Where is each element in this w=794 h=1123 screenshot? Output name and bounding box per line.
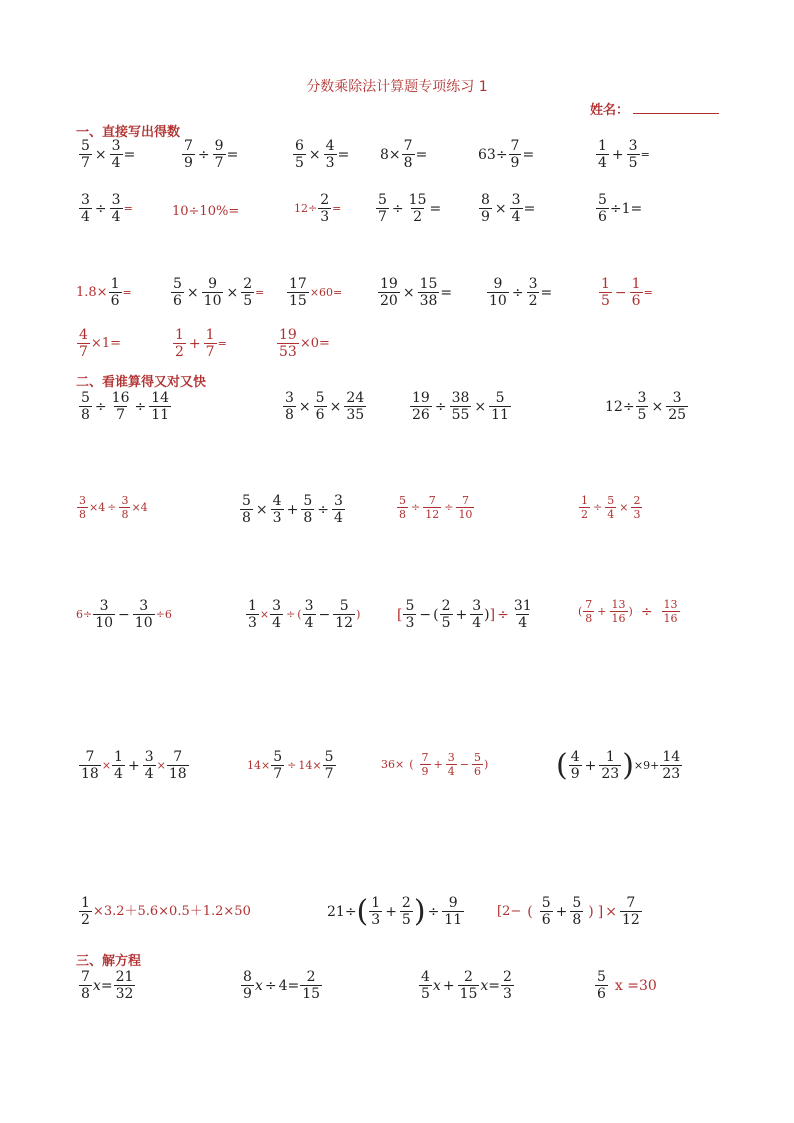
page-title: 分数乘除法计算题专项练习 1 bbox=[306, 79, 488, 95]
fraction: $\frac{1}{2}$ bbox=[175, 327, 184, 360]
fraction: $\frac{5}{7}$ bbox=[273, 749, 283, 782]
fraction: $\frac{5}{8}$ bbox=[242, 493, 251, 526]
name-blank[interactable] bbox=[633, 101, 719, 114]
fraction: $\frac{15}{38}$ bbox=[419, 276, 438, 309]
problem-2-18: 21÷ ( $\frac{1}{3}$ + $\frac{2}{5}$ ) ÷ $\frac{9}{11}$ bbox=[327, 894, 463, 929]
problem-1-8: 10÷10%= bbox=[172, 204, 240, 219]
problem-1-13: 1.8× $\frac{1}{6}$ = bbox=[76, 276, 132, 309]
fraction: $\frac{1}{6}$ bbox=[631, 276, 641, 309]
fraction: $\frac{3}{8}$ bbox=[121, 494, 129, 521]
problem-2-13: $\frac{7}{18}$ × $\frac{1}{4}$ + $\frac{3}{4}$ × $\frac{7}{18}$ bbox=[81, 749, 187, 782]
problem-2-10: $\frac{1}{3}$ × $\frac{3}{4}$ ÷ ( $\frac{3}{4}$ − $\frac{5}{12}$ ) bbox=[248, 598, 361, 631]
problem-1-4: 8× $\frac{7}{8}$ = bbox=[380, 138, 428, 171]
fraction: $\frac{3}{10}$ bbox=[95, 598, 114, 631]
problem-2-2: $\frac{3}{8}$ × $\frac{5}{6}$ × $\frac{24}{35}$ bbox=[285, 390, 365, 423]
fraction: $\frac{1}{3}$ bbox=[371, 895, 381, 928]
problem-2-8: $\frac{1}{2}$ ÷ $\frac{5}{4}$ × $\frac{2}{3}$ bbox=[581, 494, 641, 521]
fraction: $\frac{4}{3}$ bbox=[325, 138, 335, 171]
problem-1-5: 63÷ $\frac{7}{9}$ = bbox=[478, 138, 535, 171]
fraction: $\frac{8}{9}$ bbox=[243, 969, 252, 1002]
fraction: $\frac{7}{8}$ bbox=[81, 969, 90, 1002]
fraction: $\frac{13}{16}$ bbox=[663, 598, 678, 625]
fraction: $\frac{7}{9}$ bbox=[184, 138, 193, 171]
problem-1-10: $\frac{5}{7}$ ÷ $\frac{15}{2}$ = bbox=[378, 192, 442, 225]
fraction: $\frac{7}{8}$ bbox=[585, 598, 593, 625]
fraction: $\frac{5}{6}$ bbox=[473, 751, 481, 778]
problem-2-7: $\frac{5}{8}$ ÷ $\frac{7}{12}$ ÷ $\frac{7}{10}$ bbox=[399, 494, 473, 521]
problem-2-17: $\frac{1}{2}$ ×3.2＋5.6×0.5＋1.2×50 bbox=[81, 895, 251, 928]
fraction: $\frac{3}{10}$ bbox=[134, 598, 153, 631]
fraction: $\frac{38}{55}$ bbox=[451, 390, 470, 423]
fraction: $\frac{31}{4}$ bbox=[513, 598, 532, 631]
fraction: $\frac{4}{7}$ bbox=[79, 327, 88, 360]
fraction: $\frac{1}{4}$ bbox=[114, 749, 123, 782]
fraction: $\frac{2}{5}$ bbox=[243, 276, 253, 309]
fraction: $\frac{19}{20}$ bbox=[380, 276, 398, 309]
fraction: $\frac{3}{5}$ bbox=[628, 138, 638, 171]
fraction: $\frac{1}{23}$ bbox=[601, 749, 620, 782]
problem-1-21: $\frac{19}{53}$ ×0= bbox=[279, 327, 330, 360]
fraction: $\frac{9}{10}$ bbox=[203, 276, 222, 309]
problem-1-14: $\frac{5}{6}$ × $\frac{9}{10}$ × $\frac{2}{5}$ = bbox=[173, 276, 265, 309]
fraction: $\frac{3}{4}$ bbox=[111, 138, 121, 171]
fraction: $\frac{13}{16}$ bbox=[611, 598, 626, 625]
section-heading-3: 三、解方程 bbox=[76, 954, 142, 969]
fraction: $\frac{5}{8}$ bbox=[572, 895, 582, 928]
fraction: $\frac{5}{6}$ bbox=[597, 969, 606, 1002]
fraction: $\frac{1}{7}$ bbox=[205, 327, 215, 360]
problem-1-1: $\frac{5}{7}$ × $\frac{3}{4}$ = bbox=[81, 138, 136, 171]
fraction: $\frac{3}{4}$ bbox=[511, 192, 521, 225]
fraction: $\frac{5}{6}$ bbox=[598, 192, 607, 225]
fraction: $\frac{5}{7}$ bbox=[81, 138, 90, 171]
equation-4: $\frac{5}{6}$ x =30 bbox=[597, 969, 657, 1002]
problem-1-20: $\frac{1}{2}$ + $\frac{1}{7}$ = bbox=[175, 327, 227, 360]
fraction: $\frac{9}{11}$ bbox=[444, 895, 463, 928]
fraction: $\frac{1}{3}$ bbox=[248, 598, 257, 631]
section-heading-1: 一、直接写出得数 bbox=[76, 125, 181, 140]
fraction: $\frac{21}{32}$ bbox=[115, 969, 134, 1002]
fraction: $\frac{2}{3}$ bbox=[320, 192, 330, 225]
fraction: $\frac{5}{6}$ bbox=[315, 390, 325, 423]
problem-2-6: $\frac{5}{8}$ × $\frac{4}{3}$ + $\frac{5}{8}$ ÷ $\frac{3}{4}$ bbox=[242, 493, 343, 526]
problem-1-6: $\frac{1}{4}$ + $\frac{3}{5}$ = bbox=[598, 138, 650, 171]
fraction: $\frac{3}{4}$ bbox=[304, 598, 314, 631]
fraction: $\frac{7}{8}$ bbox=[403, 138, 413, 171]
fraction: $\frac{5}{7}$ bbox=[378, 192, 387, 225]
fraction: $\frac{17}{15}$ bbox=[289, 276, 307, 309]
fraction: $\frac{9}{10}$ bbox=[489, 276, 507, 309]
fraction: $\frac{5}{3}$ bbox=[405, 598, 415, 631]
fraction: $\frac{7}{18}$ bbox=[81, 749, 99, 782]
name-label: 姓名： bbox=[590, 103, 630, 118]
fraction: $\frac{19}{53}$ bbox=[279, 327, 297, 360]
fraction: $\frac{3}{4}$ bbox=[272, 598, 282, 631]
problem-2-12: ( $\frac{7}{8}$ + $\frac{13}{16}$ ) ÷ $\frac{13}{16}$ bbox=[578, 598, 678, 625]
fraction: $\frac{3}{2}$ bbox=[528, 276, 538, 309]
name-field[interactable] bbox=[590, 99, 719, 118]
fraction: $\frac{7}{18}$ bbox=[168, 749, 187, 782]
fraction: $\frac{7}{10}$ bbox=[458, 494, 473, 521]
problem-1-3: $\frac{6}{5}$ × $\frac{4}{3}$ = bbox=[295, 138, 350, 171]
fraction: $\frac{2}{3}$ bbox=[633, 494, 641, 521]
fraction: $\frac{1}{5}$ bbox=[601, 276, 610, 309]
fraction: $\frac{5}{6}$ bbox=[541, 895, 551, 928]
problem-2-9: 6÷ $\frac{3}{10}$ − $\frac{3}{10}$ ÷6 bbox=[76, 598, 172, 631]
problem-1-12: $\frac{5}{6}$ ÷1= bbox=[598, 192, 643, 225]
fraction: $\frac{3}{5}$ bbox=[637, 390, 647, 423]
problem-2-1: $\frac{5}{8}$ ÷ $\frac{16}{7}$ ÷ $\frac{14}{11}$ bbox=[81, 390, 170, 423]
fraction: $\frac{1}{2}$ bbox=[581, 494, 588, 521]
problem-2-14: 14× $\frac{5}{7}$ ÷ 14× $\frac{5}{7}$ bbox=[247, 749, 334, 782]
fraction: $\frac{2}{15}$ bbox=[302, 969, 321, 1002]
fraction: $\frac{5}{7}$ bbox=[324, 749, 334, 782]
fraction: $\frac{3}{4}$ bbox=[111, 192, 121, 225]
problem-1-11: $\frac{8}{9}$ × $\frac{3}{4}$ = bbox=[481, 192, 536, 225]
fraction: $\frac{5}{6}$ bbox=[173, 276, 182, 309]
problem-1-16: $\frac{19}{20}$ × $\frac{15}{38}$ = bbox=[380, 276, 453, 309]
fraction: $\frac{4}{5}$ bbox=[421, 969, 430, 1002]
fraction: $\frac{5}{4}$ bbox=[607, 494, 615, 521]
fraction: $\frac{3}{25}$ bbox=[668, 390, 687, 423]
fraction: $\frac{5}{11}$ bbox=[491, 390, 509, 423]
problem-2-4: 12÷ $\frac{3}{5}$ × $\frac{3}{25}$ bbox=[605, 390, 687, 423]
fraction: $\frac{3}{4}$ bbox=[81, 192, 90, 225]
fraction: $\frac{14}{23}$ bbox=[662, 749, 681, 782]
fraction: $\frac{1}{2}$ bbox=[81, 895, 90, 928]
fraction: $\frac{5}{8}$ bbox=[81, 390, 90, 423]
fraction: $\frac{5}{8}$ bbox=[399, 494, 406, 521]
problem-2-3: $\frac{19}{26}$ ÷ $\frac{38}{55}$ × $\frac{5}{11}$ bbox=[412, 390, 509, 423]
problem-1-18: $\frac{1}{5}$ − $\frac{1}{6}$ = bbox=[601, 276, 653, 309]
fraction: $\frac{19}{26}$ bbox=[412, 390, 430, 423]
problem-2-15: 36× ( $\frac{7}{9}$ + $\frac{3}{4}$ − $\frac{5}{6}$ ) bbox=[381, 751, 489, 778]
fraction: $\frac{3}{4}$ bbox=[447, 751, 455, 778]
fraction: $\frac{1}{4}$ bbox=[598, 138, 607, 171]
fraction: $\frac{2}{5}$ bbox=[401, 895, 411, 928]
problem-1-2: $\frac{7}{9}$ ÷ $\frac{9}{7}$ = bbox=[184, 138, 239, 171]
fraction: $\frac{9}{7}$ bbox=[214, 138, 224, 171]
fraction: $\frac{2}{3}$ bbox=[503, 969, 512, 1002]
fraction: $\frac{24}{35}$ bbox=[346, 390, 365, 423]
problem-1-17: $\frac{9}{10}$ ÷ $\frac{3}{2}$ = bbox=[489, 276, 553, 309]
fraction: $\frac{7}{12}$ bbox=[425, 494, 440, 521]
fraction: $\frac{5}{12}$ bbox=[335, 598, 354, 631]
fraction: $\frac{3}{4}$ bbox=[144, 749, 154, 782]
equation-1: $\frac{7}{8}$ x= $\frac{21}{32}$ bbox=[81, 969, 134, 1002]
fraction: $\frac{1}{6}$ bbox=[110, 276, 120, 309]
fraction: $\frac{7}{12}$ bbox=[621, 895, 640, 928]
problem-1-19: $\frac{4}{7}$ ×1= bbox=[79, 327, 121, 360]
fraction: $\frac{15}{2}$ bbox=[408, 192, 427, 225]
fraction: $\frac{2}{5}$ bbox=[441, 598, 451, 631]
problem-2-19: [2− ( $\frac{5}{6}$ + $\frac{5}{8}$ ) ] × $\frac{7}{12}$ bbox=[497, 895, 640, 928]
fraction: $\frac{6}{5}$ bbox=[295, 138, 304, 171]
fraction: $\frac{5}{8}$ bbox=[303, 493, 313, 526]
fraction: $\frac{8}{9}$ bbox=[481, 192, 490, 225]
fraction: $\frac{2}{15}$ bbox=[459, 969, 478, 1002]
fraction: $\frac{4}{9}$ bbox=[570, 749, 580, 782]
problem-1-15: $\frac{17}{15}$ ×60= bbox=[289, 276, 343, 309]
section-heading-2: 二、看谁算得又对又快 bbox=[76, 375, 207, 390]
fraction: $\frac{3}{8}$ bbox=[79, 494, 86, 521]
fraction: $\frac{7}{9}$ bbox=[421, 751, 429, 778]
fraction: $\frac{3}{4}$ bbox=[333, 493, 343, 526]
fraction: $\frac{3}{8}$ bbox=[285, 390, 294, 423]
equation-3: $\frac{4}{5}$ x + $\frac{2}{15}$ x= $\frac{2}{3}$ bbox=[421, 969, 512, 1002]
problem-2-11: [ $\frac{5}{3}$ − ( $\frac{2}{5}$ + $\frac{3}{4}$ ) ] ÷ $\frac{31}{4}$ bbox=[397, 598, 532, 631]
fraction: $\frac{3}{4}$ bbox=[472, 598, 482, 631]
problem-1-9: 12÷ $\frac{2}{3}$ = bbox=[294, 192, 342, 225]
problem-1-7: $\frac{3}{4}$ ÷ $\frac{3}{4}$ = bbox=[81, 192, 133, 225]
fraction: $\frac{7}{9}$ bbox=[510, 138, 520, 171]
problem-2-5: $\frac{3}{8}$ ×4 ÷ $\frac{3}{8}$ ×4 bbox=[79, 494, 148, 521]
fraction: $\frac{4}{3}$ bbox=[272, 493, 282, 526]
fraction: $\frac{16}{7}$ bbox=[111, 390, 130, 423]
problem-2-16: ( $\frac{4}{9}$ + $\frac{1}{23}$ ) ×9+ $\frac{14}{23}$ bbox=[556, 748, 681, 783]
equation-2: $\frac{8}{9}$ x ÷ 4= $\frac{2}{15}$ bbox=[243, 969, 321, 1002]
fraction: $\frac{14}{11}$ bbox=[151, 390, 170, 423]
